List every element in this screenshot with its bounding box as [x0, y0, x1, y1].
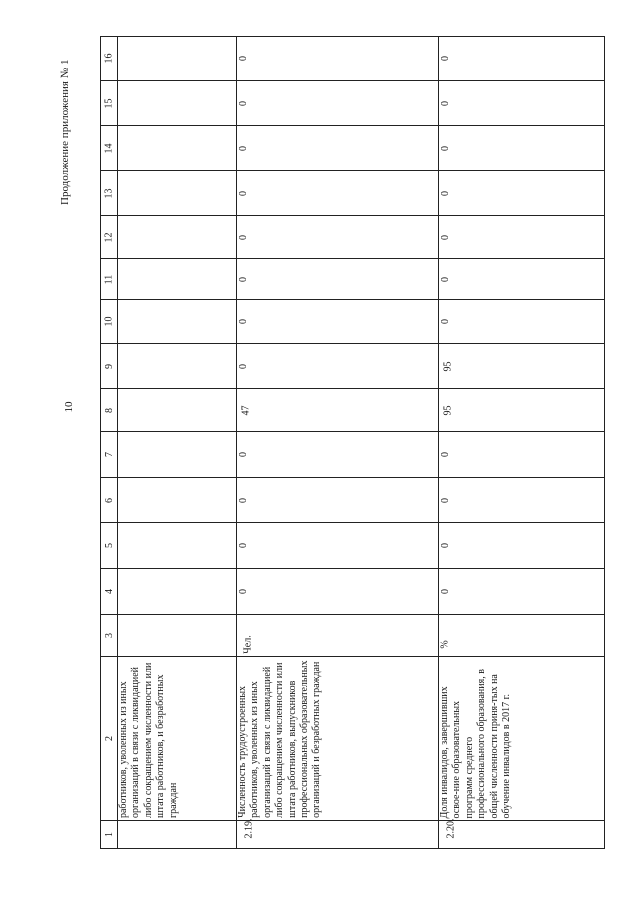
row-value-text: 0	[440, 497, 451, 503]
column-number-5-text: 5	[103, 543, 115, 548]
row-id	[118, 821, 236, 848]
row-value-text: 0	[238, 543, 249, 548]
row-value-text: 0	[238, 234, 249, 240]
column-number-2-text: 2	[103, 736, 115, 741]
row-description	[237, 657, 438, 820]
row-unit	[439, 615, 604, 656]
row-value	[237, 300, 438, 343]
row-value	[118, 569, 236, 614]
row-value	[118, 300, 236, 343]
column-number-11-text: 11	[103, 274, 115, 284]
row-value	[237, 81, 438, 125]
row-value	[439, 37, 604, 80]
row-value-text: 0	[238, 497, 249, 503]
row-value-text: 0	[440, 276, 451, 282]
row-id	[439, 818, 604, 848]
column-number-13	[101, 171, 117, 215]
column-number-4-text: 4	[103, 589, 115, 594]
row-value-text: 0	[238, 190, 249, 196]
column-border	[100, 848, 605, 849]
row-value-text: 0	[238, 589, 249, 594]
row-value	[118, 344, 236, 388]
column-number-1	[101, 821, 117, 848]
row-value-text: 0	[440, 319, 451, 324]
row-value	[118, 523, 236, 568]
row-value	[237, 37, 438, 80]
column-number-1-text: 1	[103, 832, 115, 837]
row-unit	[118, 615, 236, 656]
column-number-8	[101, 389, 117, 431]
row-value	[118, 478, 236, 522]
row-value	[439, 523, 604, 568]
column-number-13-text: 13	[103, 188, 115, 198]
row-border	[604, 36, 605, 849]
row-value-text: 0	[440, 452, 451, 457]
row-value	[439, 126, 604, 170]
row-value	[237, 259, 438, 299]
row-value-text: 0	[238, 100, 249, 106]
row-description-text: Доля инвалидов, завершивших освое-ние образовательных программ среднего профессионального образования, в общей численности приня-тых на обучение инвалидов в 2017 г.	[439, 668, 513, 818]
row-value	[237, 523, 438, 568]
row-value-text: 95	[442, 405, 454, 415]
row-value-text: 0	[440, 56, 451, 61]
row-value-text: 0	[440, 589, 451, 594]
row-value	[237, 432, 438, 477]
row-unit	[237, 615, 438, 656]
column-number-6	[101, 478, 117, 522]
row-value-text: 0	[440, 234, 451, 240]
row-unit-text: Чел.	[242, 635, 254, 654]
column-number-10	[101, 300, 117, 343]
row-value	[237, 171, 438, 215]
row-id	[237, 818, 438, 848]
row-value	[118, 216, 236, 258]
column-number-16	[101, 37, 117, 80]
row-value-text: 0	[238, 145, 249, 151]
column-number-12	[101, 216, 117, 258]
row-value-text: 0	[238, 363, 249, 369]
row-value	[237, 344, 438, 388]
column-number-9-text: 9	[103, 363, 115, 369]
row-value	[237, 569, 438, 614]
column-number-15	[101, 81, 117, 125]
column-number-10-text: 10	[103, 316, 115, 327]
row-value	[439, 569, 604, 614]
row-value	[118, 171, 236, 215]
column-number-8-text: 8	[103, 407, 115, 413]
column-number-5	[101, 523, 117, 568]
column-number-3	[101, 615, 117, 656]
row-value	[118, 389, 236, 431]
row-value-text: 0	[440, 190, 451, 196]
row-value-text: 0	[440, 145, 451, 151]
row-value	[237, 126, 438, 170]
row-value-text: 0	[440, 100, 451, 106]
row-id-text: 2.20.	[445, 818, 457, 839]
row-value	[118, 37, 236, 80]
appendix-continuation-note: Продолжение приложения № 1	[59, 59, 71, 205]
row-value	[439, 389, 604, 431]
column-number-14	[101, 126, 117, 170]
row-value	[118, 126, 236, 170]
row-value-text: 95	[442, 361, 454, 371]
column-number-3-text: 3	[103, 633, 115, 638]
row-value-text: 0	[238, 452, 249, 457]
row-value	[439, 344, 604, 388]
column-number-11	[101, 259, 117, 299]
row-description-text: Численность трудоустроенных работников, уволенных из иных организаций в связи с ликвидацией либо сокращением численности или штата работников, выпускников профессиональных образовательных организаций и безработных граждан	[237, 660, 323, 818]
row-value	[439, 216, 604, 258]
row-value-text: 0	[238, 276, 249, 282]
row-value-text: 0	[238, 319, 249, 324]
column-number-12-text: 12	[103, 232, 115, 242]
column-number-2	[101, 657, 117, 820]
row-value-text: 0	[440, 543, 451, 548]
row-id-text: 2.19.	[243, 818, 255, 839]
row-value-text: 0	[238, 56, 249, 61]
row-value	[439, 259, 604, 299]
column-number-9	[101, 344, 117, 388]
row-description	[118, 657, 236, 820]
column-number-7	[101, 432, 117, 477]
row-value	[439, 432, 604, 477]
column-number-15-text: 15	[103, 98, 115, 108]
row-description	[439, 657, 604, 820]
page-number: 10	[63, 401, 75, 413]
column-number-14-text: 14	[103, 143, 115, 153]
row-value	[439, 478, 604, 522]
row-value	[237, 478, 438, 522]
row-value	[118, 81, 236, 125]
row-value	[237, 216, 438, 258]
row-value	[439, 171, 604, 215]
row-value	[237, 389, 438, 431]
row-value-text: 47	[240, 405, 252, 415]
row-value	[439, 300, 604, 343]
row-unit-text: %	[439, 640, 451, 649]
column-number-7-text: 7	[103, 452, 115, 457]
column-number-6-text: 6	[103, 497, 115, 503]
row-value	[118, 259, 236, 299]
row-value	[118, 432, 236, 477]
column-number-4	[101, 569, 117, 614]
column-number-16-text: 16	[103, 53, 115, 64]
row-value	[439, 81, 604, 125]
row-description-text: работников, уволенных из иных организаций в связи с ликвидацией либо сокращением численности или штата работников, и безработных граждан	[118, 662, 179, 818]
